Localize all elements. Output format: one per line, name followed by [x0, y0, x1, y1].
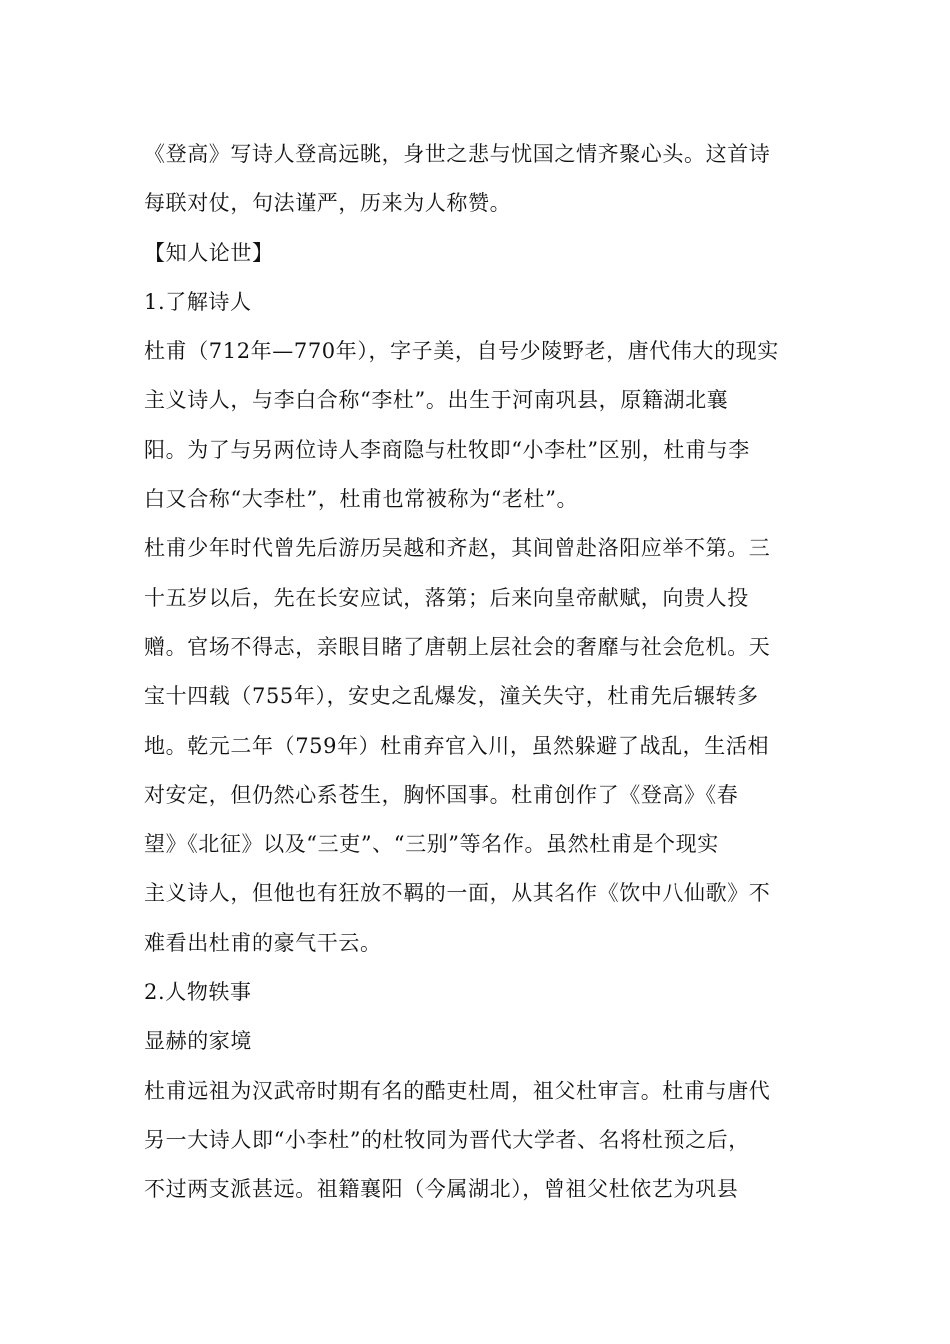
- text-line: 杜甫（712年—770年），字子美，自号少陵野老，唐代伟大的现实: [144, 339, 779, 364]
- subsection-heading: 2.人物轶事: [144, 980, 252, 1005]
- topic-heading: 显赫的家境: [144, 1029, 252, 1054]
- subsection-heading: 1.了解诗人: [144, 289, 252, 314]
- section-heading: 【知人论世】: [144, 240, 274, 265]
- text-line: 难看出杜甫的豪气干云。: [144, 930, 382, 955]
- text-line: 每联对仗，句法谨严，历来为人称赞。: [144, 191, 512, 216]
- text-line: 宝十四载（755年），安史之乱爆发，潼关失守，杜甫先后辗转多: [144, 684, 759, 709]
- text-line: 十五岁以后，先在长安应试，落第；后来向皇帝献赋，向贵人投: [144, 585, 749, 610]
- text-line: 主义诗人，与李白合称“李杜”。出生于河南巩县，原籍湖北襄: [144, 388, 729, 413]
- text-line: 白又合称“大李杜”，杜甫也常被称为“老杜”。: [144, 487, 579, 512]
- text-line: 望》《北征》以及“三吏”、“三别”等名作。虽然杜甫是个现实: [144, 832, 719, 857]
- text-line: 赠。官场不得志，亲眼目睹了唐朝上层社会的奢靡与社会危机。天: [144, 634, 771, 659]
- text-line: 主义诗人，但他也有狂放不羁的一面，从其名作《饮中八仙歌》不: [144, 881, 771, 906]
- text-line: 阳。为了与另两位诗人李商隐与杜牧即“小李杜”区别，杜甫与李: [144, 437, 750, 462]
- text-line: 地。乾元二年（759年）杜甫弃官入川，虽然躲避了战乱，生活相: [144, 733, 770, 758]
- text-line: 《登高》写诗人登高远眺，身世之悲与忧国之情齐聚心头。这首诗: [144, 142, 771, 166]
- text-line: 不过两支派甚远。祖籍襄阳（今属湖北），曾祖父杜依艺为巩县: [144, 1177, 739, 1202]
- text-line: 杜甫远祖为汉武帝时期有名的酷吏杜周，祖父杜审言。杜甫与唐代: [144, 1078, 771, 1103]
- document-body: [144, 130, 806, 1215]
- text-line: 对安定，但仍然心系苍生，胸怀国事。杜甫创作了《登高》《春: [144, 782, 739, 807]
- text-line: 另一大诗人即“小李杜”的杜牧同为晋代大学者、名将杜预之后，: [144, 1127, 750, 1152]
- text-line: 杜甫少年时代曾先后游历吴越和齐赵，其间曾赴洛阳应举不第。三: [144, 536, 771, 561]
